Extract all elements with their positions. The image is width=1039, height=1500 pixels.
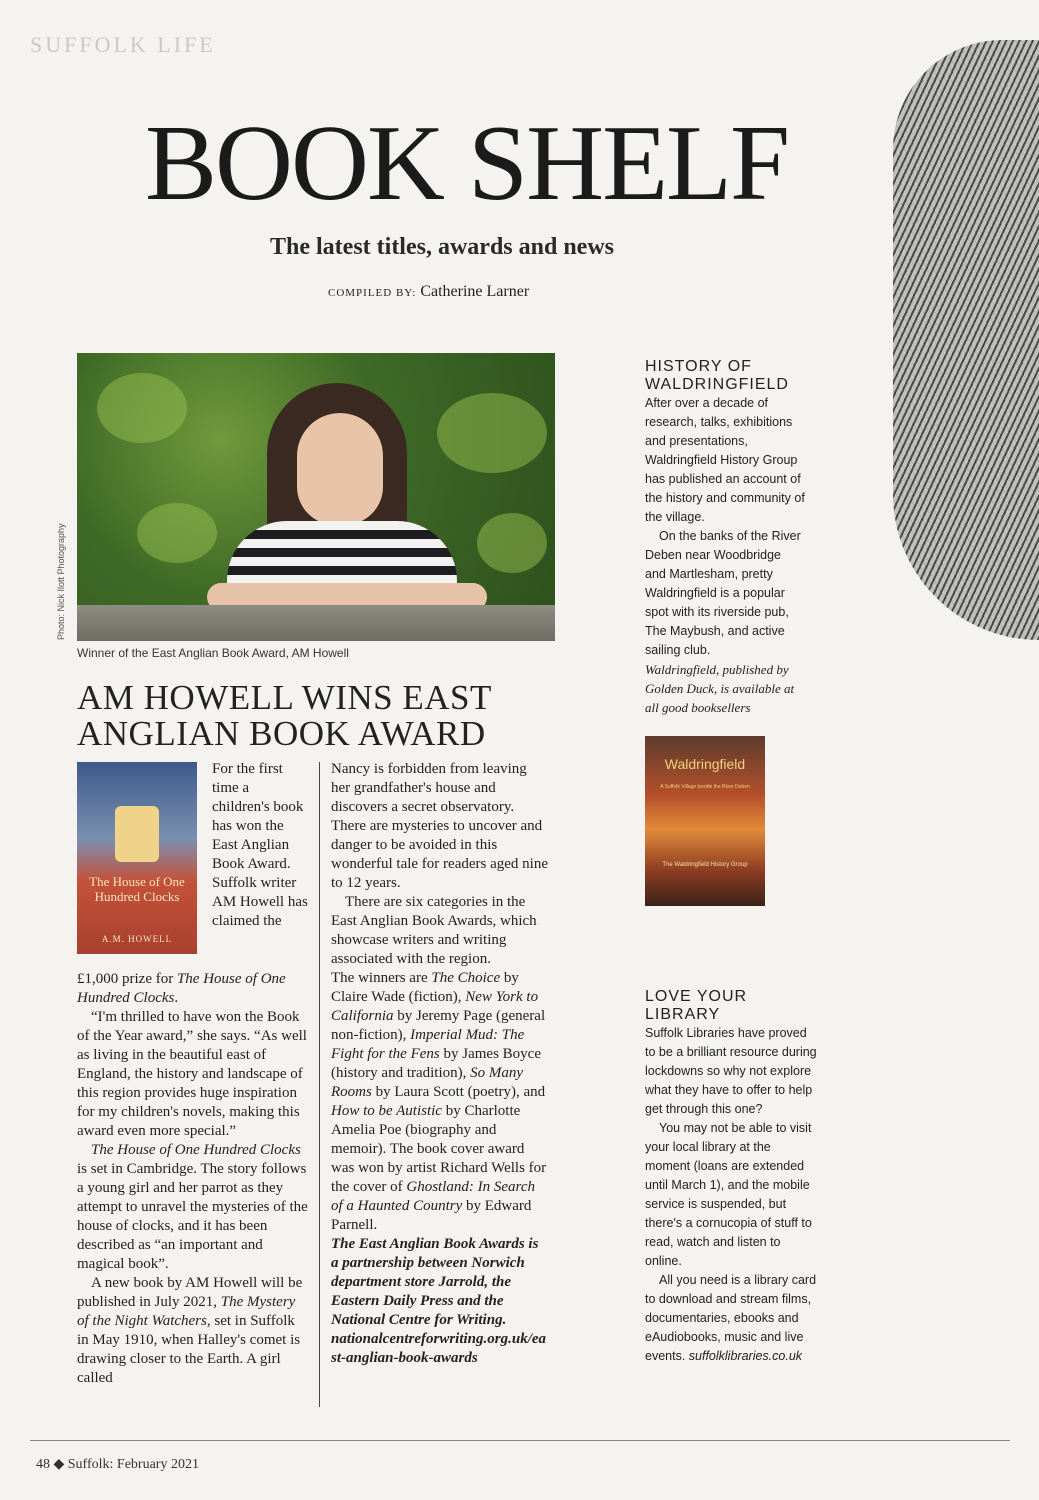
compiled-by-label: COMPILED BY:: [328, 287, 417, 299]
article-column-2: [331, 760, 549, 1368]
clock-icon: [115, 806, 159, 862]
sidebar-paragraph: On the banks of the River Deben near Woodbridge and Martlesham, pretty Waldringfield is a popular spot with its riverside pub, The Maybush, and active sailing club.: [645, 529, 801, 657]
book-cover-waldringfield: [645, 736, 765, 906]
sidebar-heading: HISTORY OF WALDRINGFIELD: [645, 358, 789, 393]
article-headline: AM HOWELL WINS EAST ANGLIAN BOOK AWARD: [77, 678, 492, 753]
article-paragraph: The House of One Hundred Clocks is set in Cambridge. The story follows a young girl and her parrot as they attempt to unravel the mysteries of the house of clocks, and it has been described as “an important and magical book”.: [77, 1142, 308, 1272]
article-column-1: [77, 970, 310, 1388]
cover-title: The House of One Hundred Clocks: [89, 874, 185, 904]
cover-author: A.M. HOWELL: [101, 934, 173, 944]
cover-title: Waldringfield: [664, 756, 746, 772]
article-paragraph: There are six categories in the East Anglian Book Awards, which showcase writers and writing associated with the region.: [331, 894, 537, 967]
article-paragraph: A new book by AM Howell will be published in July 2021, The Mystery of the Night Watchers, set in Suffolk in May 1910, when Halley's comet is drawing closer to the Earth. A girl called: [77, 1275, 303, 1386]
sidebar-history: [645, 358, 805, 717]
page-footer: 48 ◆ Suffolk: February 2021: [36, 1457, 199, 1472]
sidebar-paragraph: All you need is a library card to download and stream films, documentaries, ebooks and eAudiobooks, music and live events. suffolklibraries.co.uk: [645, 1273, 817, 1363]
page-subtitle: The latest titles, awards and news: [270, 234, 615, 260]
running-head: SUFFOLK LIFE: [30, 32, 216, 57]
footer-rule: [30, 1440, 1010, 1441]
article-paragraph: £1,000 prize for The House of One Hundred Clocks.: [77, 971, 286, 1006]
compiled-by-name: Catherine Larner: [420, 283, 530, 300]
cover-publisher: The Waldringfield History Group: [662, 862, 748, 868]
book-cover-hundred-clocks: [77, 762, 197, 954]
sidebar-paragraph: You may not be able to visit your local library at the moment (loans are extended until March 1), and the mobile service is suspended, but there's a cornucopia of stuff to read, watch and listen to online.: [645, 1121, 812, 1268]
winners-paragraph: The winners are The Choice by Claire Wade (fiction), New York to California by Jeremy Page (general non-fiction), Imperial Mud: The Fight for the Fens by James Boyce (history and tradition), So Many Rooms by Laura Scott (poetry), and How to be Autistic by Charlotte Amelia Poe (biography and memoir). The book cover award was won by artist Richard Wells for the cover of Ghostland: In Search of a Haunted Country by Edward Parnell.: [331, 970, 547, 1233]
library-link[interactable]: suffolklibraries.co.uk: [688, 1349, 803, 1363]
photo-credit: Photo: Nick Ilott Photography: [56, 523, 66, 640]
illustration-artwork: [893, 40, 1039, 640]
sidebar-paragraph: Suffolk Libraries have proved to be a brilliant resource during lockdowns so why not explore what they have to offer to help get through this one?: [645, 1026, 817, 1116]
sidebar-library: [645, 988, 817, 1366]
article-paragraph: Nancy is forbidden from leaving her grandfather's house and discovers a secret observatory. There are mysteries to uncover and danger to be avoided in this wonderful tale for readers aged nine to 12 years.: [331, 761, 548, 891]
column-divider: [319, 762, 320, 1407]
cover-subtitle: A Suffolk Village beside the River Deben: [660, 784, 750, 790]
author-photo: [77, 353, 555, 641]
sidebar-heading: LOVE YOUR LIBRARY: [645, 988, 748, 1023]
article-intro: For the first time a children's book has won the East Anglian Book Award. Suffolk writer AM Howell has claimed the: [212, 761, 308, 929]
compiled-by: [328, 283, 529, 301]
sidebar-publication-note: Waldringfield, published by Golden Duck, is available at all good booksellers: [645, 662, 795, 715]
awards-partnership-note: The East Anglian Book Awards is a partnership between Norwich department store Jarrold, the Eastern Daily Press and the National Centre for Writing. nationalcentreforwriting.org.uk/east-anglian-book-awards: [331, 1236, 547, 1366]
photo-caption: Winner of the East Anglian Book Award, AM Howell: [77, 646, 349, 660]
article-quote: “I'm thrilled to have won the Book of the Year award,” she says. “As well as living in the beautiful east of England, the history and landscape of this region provides huge inspiration for my children's novels, making this award even more special.”: [77, 1009, 307, 1139]
page-title: BOOK SHELF: [145, 104, 789, 223]
sidebar-paragraph: After over a decade of research, talks, exhibitions and presentations, Waldringfield History Group has published an account of the history and community of the village.: [645, 396, 805, 524]
